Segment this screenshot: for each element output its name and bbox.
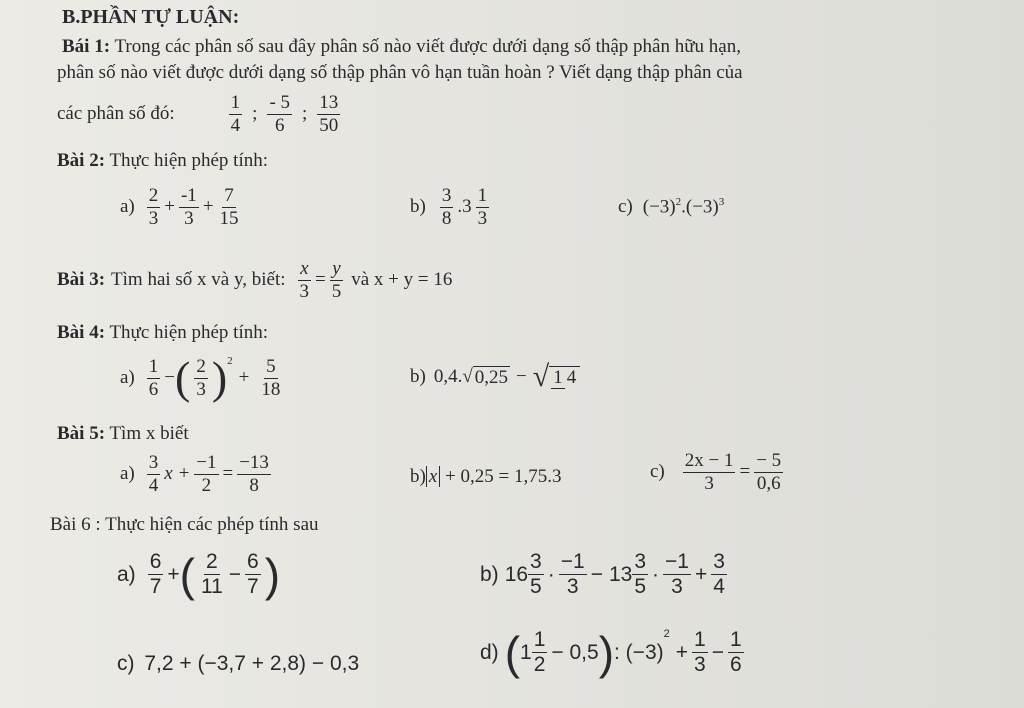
fraction: $\frac{13}{50}$ <box>319 92 339 136</box>
bai1-text1: Trong các phân số sau đây phân số nào viết được dưới dạng số thập phân hữu hạn, <box>114 36 741 57</box>
bai2-c: c) $(-3)^2.(-3)^3$ <box>618 196 725 218</box>
bai1-line3: các phân số đó: $\frac{1}{4}$ ; $\frac{- 5}{6}$ ; $\frac{13}{50}$ <box>57 92 339 136</box>
bai1-text3: các phân số đó: <box>57 103 175 125</box>
bai2-heading <box>57 150 268 172</box>
bai1-line2: phân số nào viết được dưới dạng số thập phân vô hạn tuần hoàn ? Viết dạng thập phân của <box>57 62 743 83</box>
bai6-b: b) 16 $\frac{3}{5}$ · $\frac{-1}{3}$ − 13 $\frac{3}{5}$ · $\frac{-1}{3}$ + $\frac{3}{4}$ <box>480 550 725 599</box>
fraction: $\frac{- 5}{6}$ <box>269 92 291 136</box>
bai3-line: Bài 3: Tìm hai số x và y, biết: $\frac{x}{3}$ = $\frac{y}{5}$ và x + y = 16 <box>57 258 453 302</box>
bai5-a: a) $\frac{3}{4}$ x + $\frac{-1}{2}$ = $\frac{-13}{8}$ <box>120 452 269 496</box>
bai5-b: b) x + 0,25 = 1,75.3 <box>410 466 562 487</box>
bai6-c: c) 7,2 + (−3,7 + 2,8) − 0,3 <box>117 652 360 675</box>
bai4-a: a) $\frac{1}{6}$ − ( $\frac{2}{3}$ ) 2 + $\frac{5}{18}$ <box>120 352 281 403</box>
bai1-label: Bái 1: <box>62 36 111 57</box>
bai6-heading: Bài 6 : Thực hiện các phép tính sau <box>50 514 319 535</box>
bai2-text: Thực hiện phép tính: <box>109 150 269 171</box>
bai5-c: c) $\frac{2x - 1}{3}$ = $\frac{- 5}{0,6}$ <box>650 450 782 494</box>
bai6-a: a) $\frac{6}{7}$ + ( $\frac{2}{11}$ − $\frac{6}{7}$ ) <box>117 548 281 601</box>
fraction: $\frac{1}{4}$ <box>230 92 241 136</box>
bai5-heading: Bài 5: Tìm x biết <box>57 423 189 444</box>
bai4-heading: Bài 4: Thực hiện phép tính: <box>57 322 269 343</box>
bai4-b: b) 0,4. √ 0,25 − √ 1 4 <box>410 360 580 394</box>
bai2-b: b) $\frac{3}{8}$ .3 $\frac{1}{3}$ <box>410 185 488 229</box>
bai6-d: d) ( 1 $\frac{1}{2}$ − 0,5 ) : (−3) 2 + $\frac{1}{3}$ − $\frac{1}{6}$ <box>480 626 742 679</box>
bai1-line1 <box>62 36 741 58</box>
bai2-label: Bài 2: <box>57 150 106 171</box>
section-title: B.PHẦN TỰ LUẬN: <box>62 6 240 28</box>
bai2-a: a) $\frac{2}{3}$ + $\frac{-1}{3}$ + $\frac{7}{15}$ <box>120 185 239 229</box>
